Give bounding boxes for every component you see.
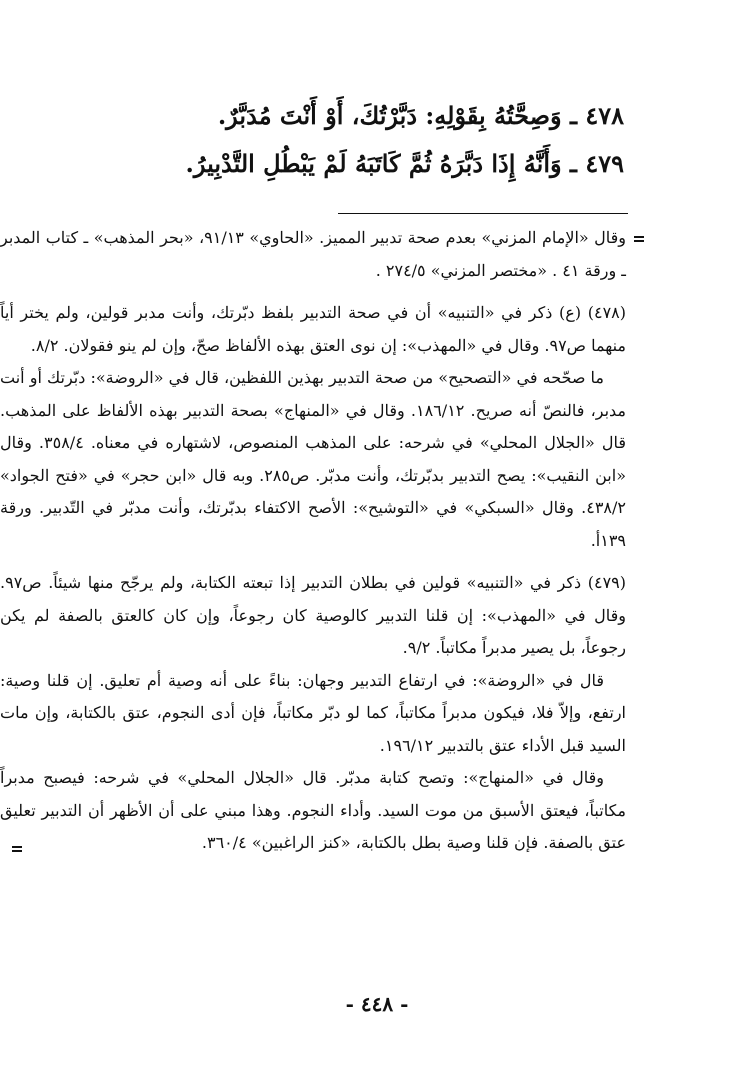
end-marker-icon [12,846,22,852]
main-text [60,92,624,188]
continuation-marker-icon [634,236,644,242]
footnote-paragraph: وقال «الإمام المزني» بعدم صحة تدبير المميز. «الحاوي» ٩١/١٣، «بحر المذهب» ـ كتاب المدبر ـ ورقة ٤١ . «مختصر المزني» ٢٧٤/٥ . [0,228,627,280]
footnote-478 [0,297,626,557]
footnote-479 [0,567,626,860]
footnote-paragraph: ما صحّحه في «التصحيح» من صحة التدبير بهذين اللفظين، قال في «الروضة»: دبّرتك أو أنت مدبر، فالنصّ أنه صريح. ١٨٦/١٢. وقال في «المنهاج» بصحة التدبير بهذه الألفاظ على المذهب. قال «الجلال المحلي» في شرحه: على المذهب المنصوص، لاشتهاره في معناه. ٣٥٨/٤. وقال «ابن النقيب»: يصح التدبير بدبّرتك، وأنت مدبّر. ص٢٨٥. وبه قال «ابن حجر» في «فتح الجواد» ٤٣٨/٢. وقال «السبكي» في «التوشيح»: الأصح الاكتفاء بدبّرتك، وأنت مدبّر في التّدبير. ورقة ١٣٩أ. [0,368,627,550]
footnote-separator [338,213,628,214]
main-line-479: ٤٧٩ ـ وَأَنَّهُ إِذَا دَبَّرَهُ ثُمَّ كَاتَبَهُ لَمْ يَبْطُلِ التَّدْبِيرُ. [185,149,624,178]
main-line-478: ٤٧٨ ـ وَصِحَّتُهُ بِقَوْلِهِ: دَبَّرْتُكَ، أَوْ أَنْتَ مُدَبَّرٌ. [217,101,624,130]
footnote-paragraph: وقال في «المنهاج»: وتصح كتابة مدبّر. قال «الجلال المحلي» في شرحه: فيصبح مدبراً مكاتباً، فيعتق الأسبق من موت السيد. وأداء النجوم. وهذا مبني على أن الأظهر أن التدبير تعليق عتق بالصفة. فإن قلنا وصية بطل بالكتابة، «كنز الراغبين» ٣٦٠/٤. [0,768,626,852]
footnotes [0,222,626,860]
footnote-paragraph: قال في «الروضة»: في ارتفاع التدبير وجهان: بناءً على أنه وصية أم تعليق. إن قلنا وصية: ارتفع، وإلاّ فلا، فيكون مدبراً مكاتباً، كما لو دبّر مكاتباً، فإن أدى النجوم، عتق بالكتابة، وإن مات السيد قبل الأداء عتق بالتدبير ١٩٦/١٢. [0,670,626,755]
page-number: - ٤٤٨ - [345,992,409,1016]
footnote-paragraph: (٤٧٨) (ع) ذكر في «التنبيه» أن في صحة التدبير بلفظ دبّرتك، وأنت مدبر قولين، ولم يختر أياً منهما ص٩٧. وقال في «المهذب»: إن نوى العتق بهذه الألفاظ صحّ، وإن لم ينو فقولان. ٨/٢. [0,303,626,355]
footnote-paragraph: (٤٧٩) ذكر في «التنبيه» قولين في بطلان التدبير إذا تبعته الكتابة، ولم يرجّح منها شيئاً. ص٩٧. وقال في «المهذب»: إن قلنا التدبير كالوصية كان رجوعاً، وإن كان كالعتق بالصفة لم يكن رجوعاً، بل يصير مدبراً مكاتباً. ٩/٢. [0,573,626,657]
footnote-continuation [0,222,626,287]
